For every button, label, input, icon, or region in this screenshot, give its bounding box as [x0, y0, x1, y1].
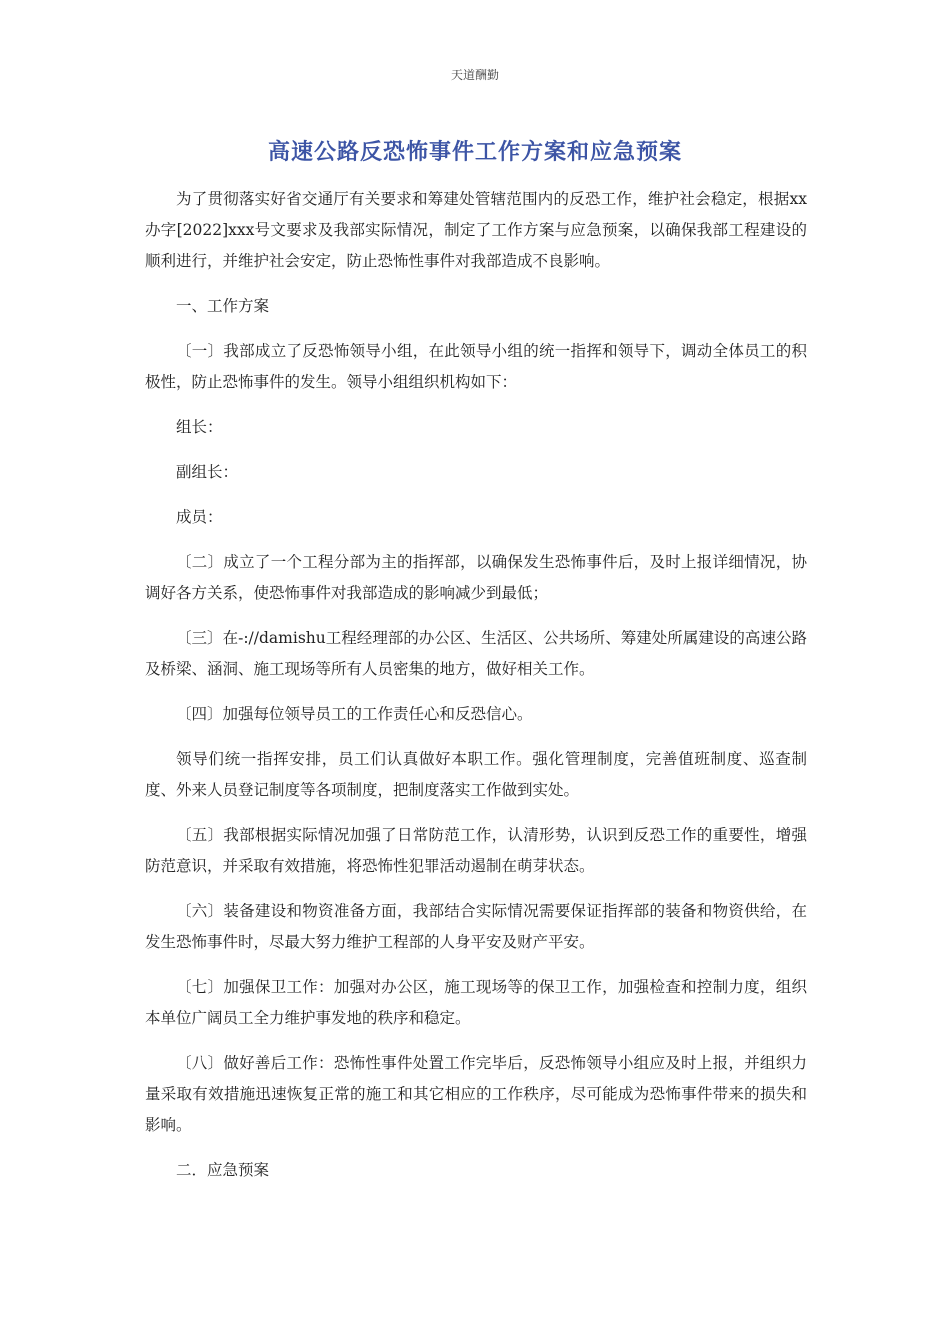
paragraph-item-8: 〔八〕做好善后工作：恐怖性事件处置工作完毕后，反恐怖领导小组应及时上报，并组织力量采取有效措施迅速恢复正常的施工和其它相应的工作秩序，尽可能成为恐怖事件带来的损失和影响。 [145, 1054, 807, 1134]
document-body [145, 184, 807, 1200]
paragraph-leadership: 领导们统一指挥安排，员工们认真做好本职工作。强化管理制度，完善值班制度、巡查制度、外来人员登记制度等各项制度，把制度落实工作做到实处。 [145, 750, 807, 799]
section-heading-work-plan: 一、工作方案 [176, 297, 270, 315]
paragraph-item-4: 〔四〕加强每位领导员工的工作责任心和反恐信心。 [176, 705, 533, 723]
paragraph-item-3: 〔三〕在-://damishu工程经理部的办公区、生活区、公共场所、筹建处所属建设的高速公路及桥梁、涵洞、施工现场等所有人员密集的地方，做好相关工作。 [145, 629, 807, 678]
section-heading-emergency-plan: 二．应急预案 [176, 1161, 270, 1179]
deputy-leader-line: 副组长： [176, 463, 239, 481]
paragraph-item-5: 〔五〕我部根据实际情况加强了日常防范工作，认清形势，认识到反恐工作的重要性，增强防范意识，并采取有效措施，将恐怖性犯罪活动遏制在萌芽状态。 [145, 826, 807, 875]
paragraph-item-7: 〔七〕加强保卫工作：加强对办公区，施工现场等的保卫工作，加强检查和控制力度，组织本单位广阔员工全力维护事发地的秩序和稳定。 [145, 978, 807, 1027]
document-title: 高速公路反恐怖事件工作方案和应急预案 [267, 140, 682, 165]
members-line: 成员： [176, 508, 223, 526]
paragraph-item-2: 〔二〕成立了一个工程分部为主的指挥部，以确保发生恐怖事件后，及时上报详细情况，协调好各方关系，使恐怖事件对我部造成的影响减少到最低； [145, 553, 807, 602]
paragraph-item-1: 〔一〕我部成立了反恐怖领导小组，在此领导小组的统一指挥和领导下，调动全体员工的积极性，防止恐怖事件的发生。领导小组组织机构如下： [145, 342, 807, 391]
intro-paragraph: 为了贯彻落实好省交通厅有关要求和筹建处管辖范围内的反恐工作，维护社会稳定，根据xx办字[2022]xxx号文要求及我部实际情况，制定了工作方案与应急预案，以确保我部工程建设的顺利进行，并维护社会安定，防止恐怖性事件对我部造成不良影响。 [145, 190, 807, 270]
paragraph-item-6: 〔六〕装备建设和物资准备方面，我部结合实际情况需要保证指挥部的装备和物资供给，在发生恐怖事件时，尽最大努力维护工程部的人身平安及财产平安。 [145, 902, 807, 951]
team-leader-line: 组长： [176, 418, 223, 436]
page-header: 天道酬勤 [450, 68, 499, 82]
